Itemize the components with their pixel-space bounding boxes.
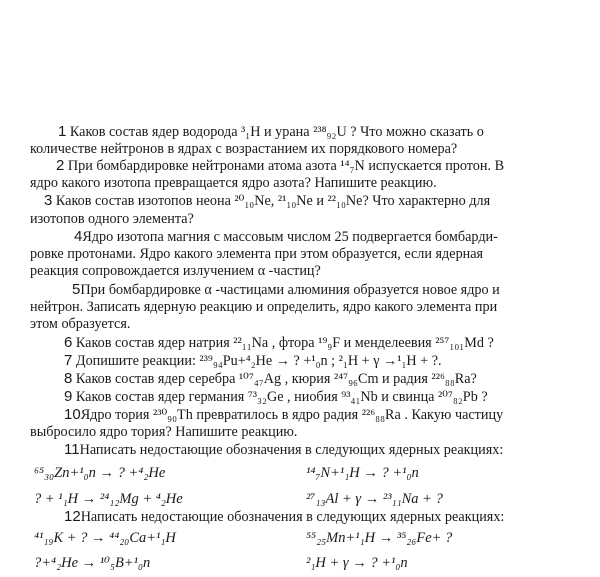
problem-4-line-2: ровке протонами. Ядро какого элемента при этом образуется, если ядерная [30,246,484,262]
problem-3-line-2: изотопов одного элемента? [30,211,194,227]
problem-1-text-1: Каков состав ядер водорода ³₁H и урана ²³⁸₉₂U ? Что можно сказать о [69,124,484,140]
problem-11-equation-3: ? + ¹₁H → ²⁴₁₂Mg + ⁴₂He [34,491,183,507]
problem-2-line-2: ядро какого изотопа превращается ядро азота? Напишите реакцию. [30,175,437,191]
problem-9-line-1 [64,389,488,405]
problem-8-text-1: Каков состав ядер серебра ¹⁰⁷₄₇Ag , кюрия ²⁴⁷₉₆Cm и радия ²²⁶₈₈Ra? [75,371,477,387]
problem-8-line-1 [64,371,477,387]
problem-10-line-1 [64,407,503,423]
problem-1-number: 1 [58,123,67,140]
problem-11-equation-1: ⁶⁵₃₀Zn+¹₀n → ? +⁴₂He [34,465,166,481]
problem-5-line-1 [72,282,500,298]
problem-8-number: 8 [64,370,73,387]
problem-11-equation-4: ²⁷₁₃Al + γ → ²³₁₁Na + ? [306,491,443,507]
problem-11-equation-2: ¹⁴₇N+¹₁H → ? +¹₀n [306,465,419,481]
problem-1-line-2: количестве нейтронов в ядрах с возрастанием их порядкового номера? [30,141,458,157]
problem-4-number: 4 [74,228,83,245]
problem-6-line-1 [64,335,494,351]
problem-3-line-1 [44,193,490,209]
problem-9-text-1: Каков состав ядер германия ⁷³₃₂Ge , ниобия ⁹³₄₁Nb и свинца ²⁰⁷₈₂Pb ? [75,389,488,405]
problem-10-line-2: выбросило ядро тория? Напишите реакцию. [30,424,298,440]
problem-2-line-1 [56,158,504,174]
problem-7-line-1 [64,353,442,369]
problem-10-number: 10 [64,406,81,423]
problem-12-equation-1: ⁴¹₁₉K + ? → ⁴⁴₂₀Ca+¹₁H [34,530,176,546]
problem-12-equation-3: ?+⁴₂He → ¹⁰₅B+¹₀n [34,555,151,571]
problem-12-number: 12 [64,508,81,525]
problem-11-number: 11 [64,441,80,458]
problem-10-text-1: Ядро тория ²³⁰₉₀Th превратилось в ядро радия ²²⁶₈₈Ra . Какую частицу [80,407,504,423]
problem-5-line-2: нейтрон. Записать ядерную реакцию и определить, ядро какого элемента при [30,299,498,315]
problem-7-text-1: Допишите реакции: ²³⁹₉₄Pu+⁴₂He → ? +¹₀n ; ²₁H + γ →¹₁H + ?. [75,353,442,369]
problem-6-text-1: Каков состав ядер натрия ²²₁₁Na , фтора ¹⁹₉F и менделеевия ²⁵⁷₁₀₁Md ? [75,335,494,351]
problem-4-line-3: реакция сопровождается излучением α -частиц? [30,263,321,279]
problem-7-number: 7 [64,352,73,369]
problem-12-equation-2: ⁵⁵₂₅Mn+¹₁H → ³⁵₂₆Fe+ ? [306,530,453,546]
problem-11-line-1 [64,442,503,458]
problem-12-text-1: Написать недостающие обозначения в следующих ядерных реакциях: [80,509,505,525]
problem-5-text-1: При бомбардировке α -частицами алюминия образуется новое ядро и [80,282,500,298]
problem-1-line-1 [58,124,484,140]
problem-5-line-3: этом образуется. [30,316,131,332]
problem-2-text-1: При бомбардировке нейтронами атома азота ¹⁴₇N испускается протон. В [67,158,505,174]
problem-3-number: 3 [44,192,53,209]
problem-12-line-1 [64,509,504,525]
problem-4-text-1: Ядро изотопа магния с массовым числом 25 подвергается бомбарди- [82,229,498,245]
problem-5-number: 5 [72,281,81,298]
problem-12-equation-4: ²₁H + γ → ? +¹₀n [306,555,408,571]
problem-3-text-1: Каков состав изотопов неона ²⁰₁₀Ne, ²¹₁₀Ne и ²²₁₀Ne? Что характерно для [55,193,491,209]
problem-11-text-1: Написать недостающие обозначения в следующих ядерных реакциях: [79,442,504,458]
problem-9-number: 9 [64,388,73,405]
problem-2-number: 2 [56,157,65,174]
problem-6-number: 6 [64,334,73,351]
problem-4-line-1 [74,229,498,245]
